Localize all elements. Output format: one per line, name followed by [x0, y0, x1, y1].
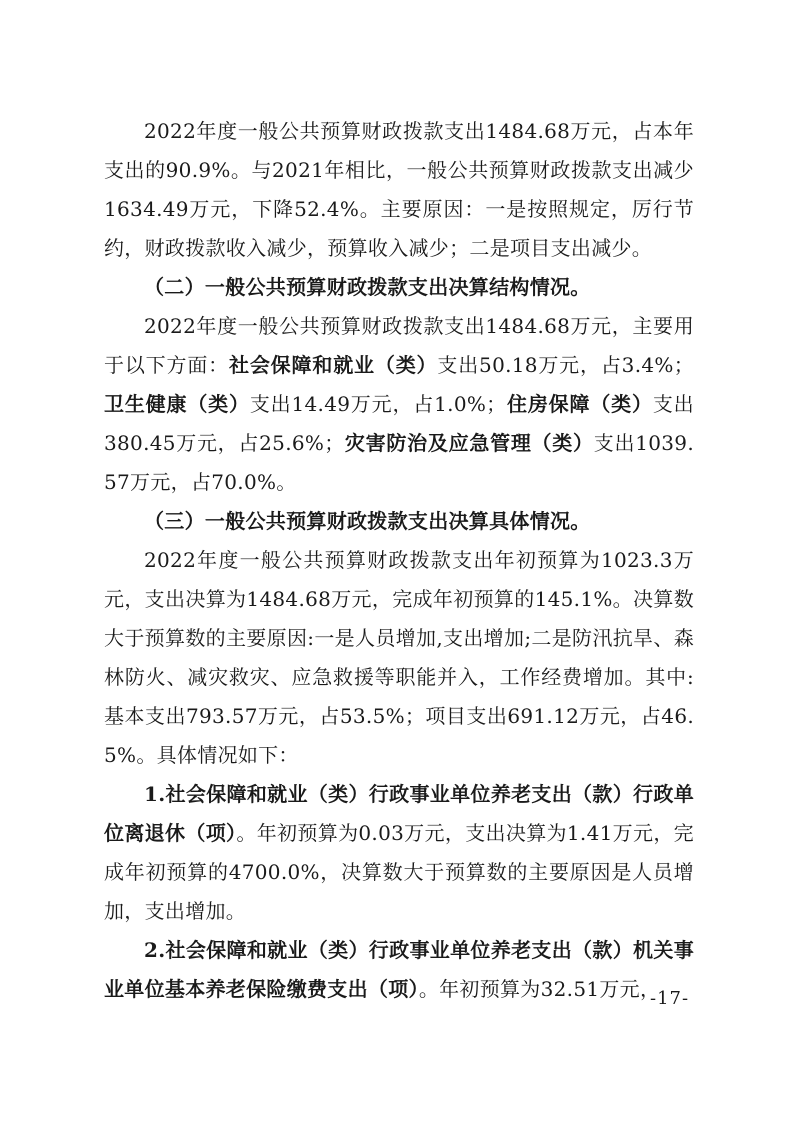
category-social-security-value: 支出50.18万元，占3.4%；: [437, 353, 694, 377]
page-number: -17-: [650, 988, 690, 1009]
section-heading-details: （三）一般公共预算财政拨款支出决算具体情况。: [144, 509, 591, 533]
list-item-2-title: 2.社会保障和就业（类）行政事业单位养老支出（款）机关事业单位基本养老保险缴费支出（项）: [104, 938, 694, 1001]
category-disaster-prevention-value: 支出1039.57万元，占70.0%。: [104, 431, 694, 494]
structure-intro: 2022年度一般公共预算财政拨款支出1484.68万元，主要用于以下方面：: [104, 314, 694, 377]
category-housing-value: 支出380.45万元，占25.6%；: [104, 392, 694, 455]
paragraph-expenditure-structure: [104, 307, 694, 502]
paragraph-expenditure-overview: 2022年度一般公共预算财政拨款支出1484.68万元，占本年支出的90.9%。与2021年相比，一般公共预算财政拨款支出减少1634.49万元，下降52.4%。主要原因：一是按照规定，厉行节约，财政拨款收入减少，预算收入减少；二是项目支出减少。: [104, 119, 694, 260]
document-body: [104, 112, 694, 1009]
list-item-2-text: 。年初预算为32.51万元，: [418, 977, 661, 1001]
category-health: 卫生健康（类）: [104, 392, 250, 416]
list-item-1-text: 。年初预算为0.03万元，支出决算为1.41万元，完成年初预算的4700.0%，决算数大于预算数的主要原因是人员增加，支出增加。: [104, 821, 694, 923]
list-item-1: [104, 775, 694, 931]
category-social-security: 社会保障和就业（类）: [229, 353, 438, 377]
list-item-1-title: 1.社会保障和就业（类）行政事业单位养老支出（款）行政单位离退休（项）: [104, 782, 694, 845]
list-item-2: [104, 931, 694, 1009]
section-heading-structure: （二）一般公共预算财政拨款支出决算结构情况。: [144, 275, 591, 299]
paragraph-expenditure-details: 2022年度一般公共预算财政拨款支出年初预算为1023.3万元，支出决算为1484.68万元，完成年初预算的145.1%。决算数大于预算数的主要原因:一是人员增加,支出增加;二是防汛抗旱、森林防火、减灾救灾、应急救援等职能并入，工作经费增加。其中:基本支出793.57万元，占53.5%；项目支出691.12万元，占46.5%。具体情况如下：: [104, 548, 694, 767]
category-disaster-prevention: 灾害防治及应急管理（类）: [344, 431, 594, 455]
category-housing: 住房保障（类）: [506, 392, 653, 416]
category-health-value: 支出14.49万元，占1.0%；: [249, 392, 507, 416]
